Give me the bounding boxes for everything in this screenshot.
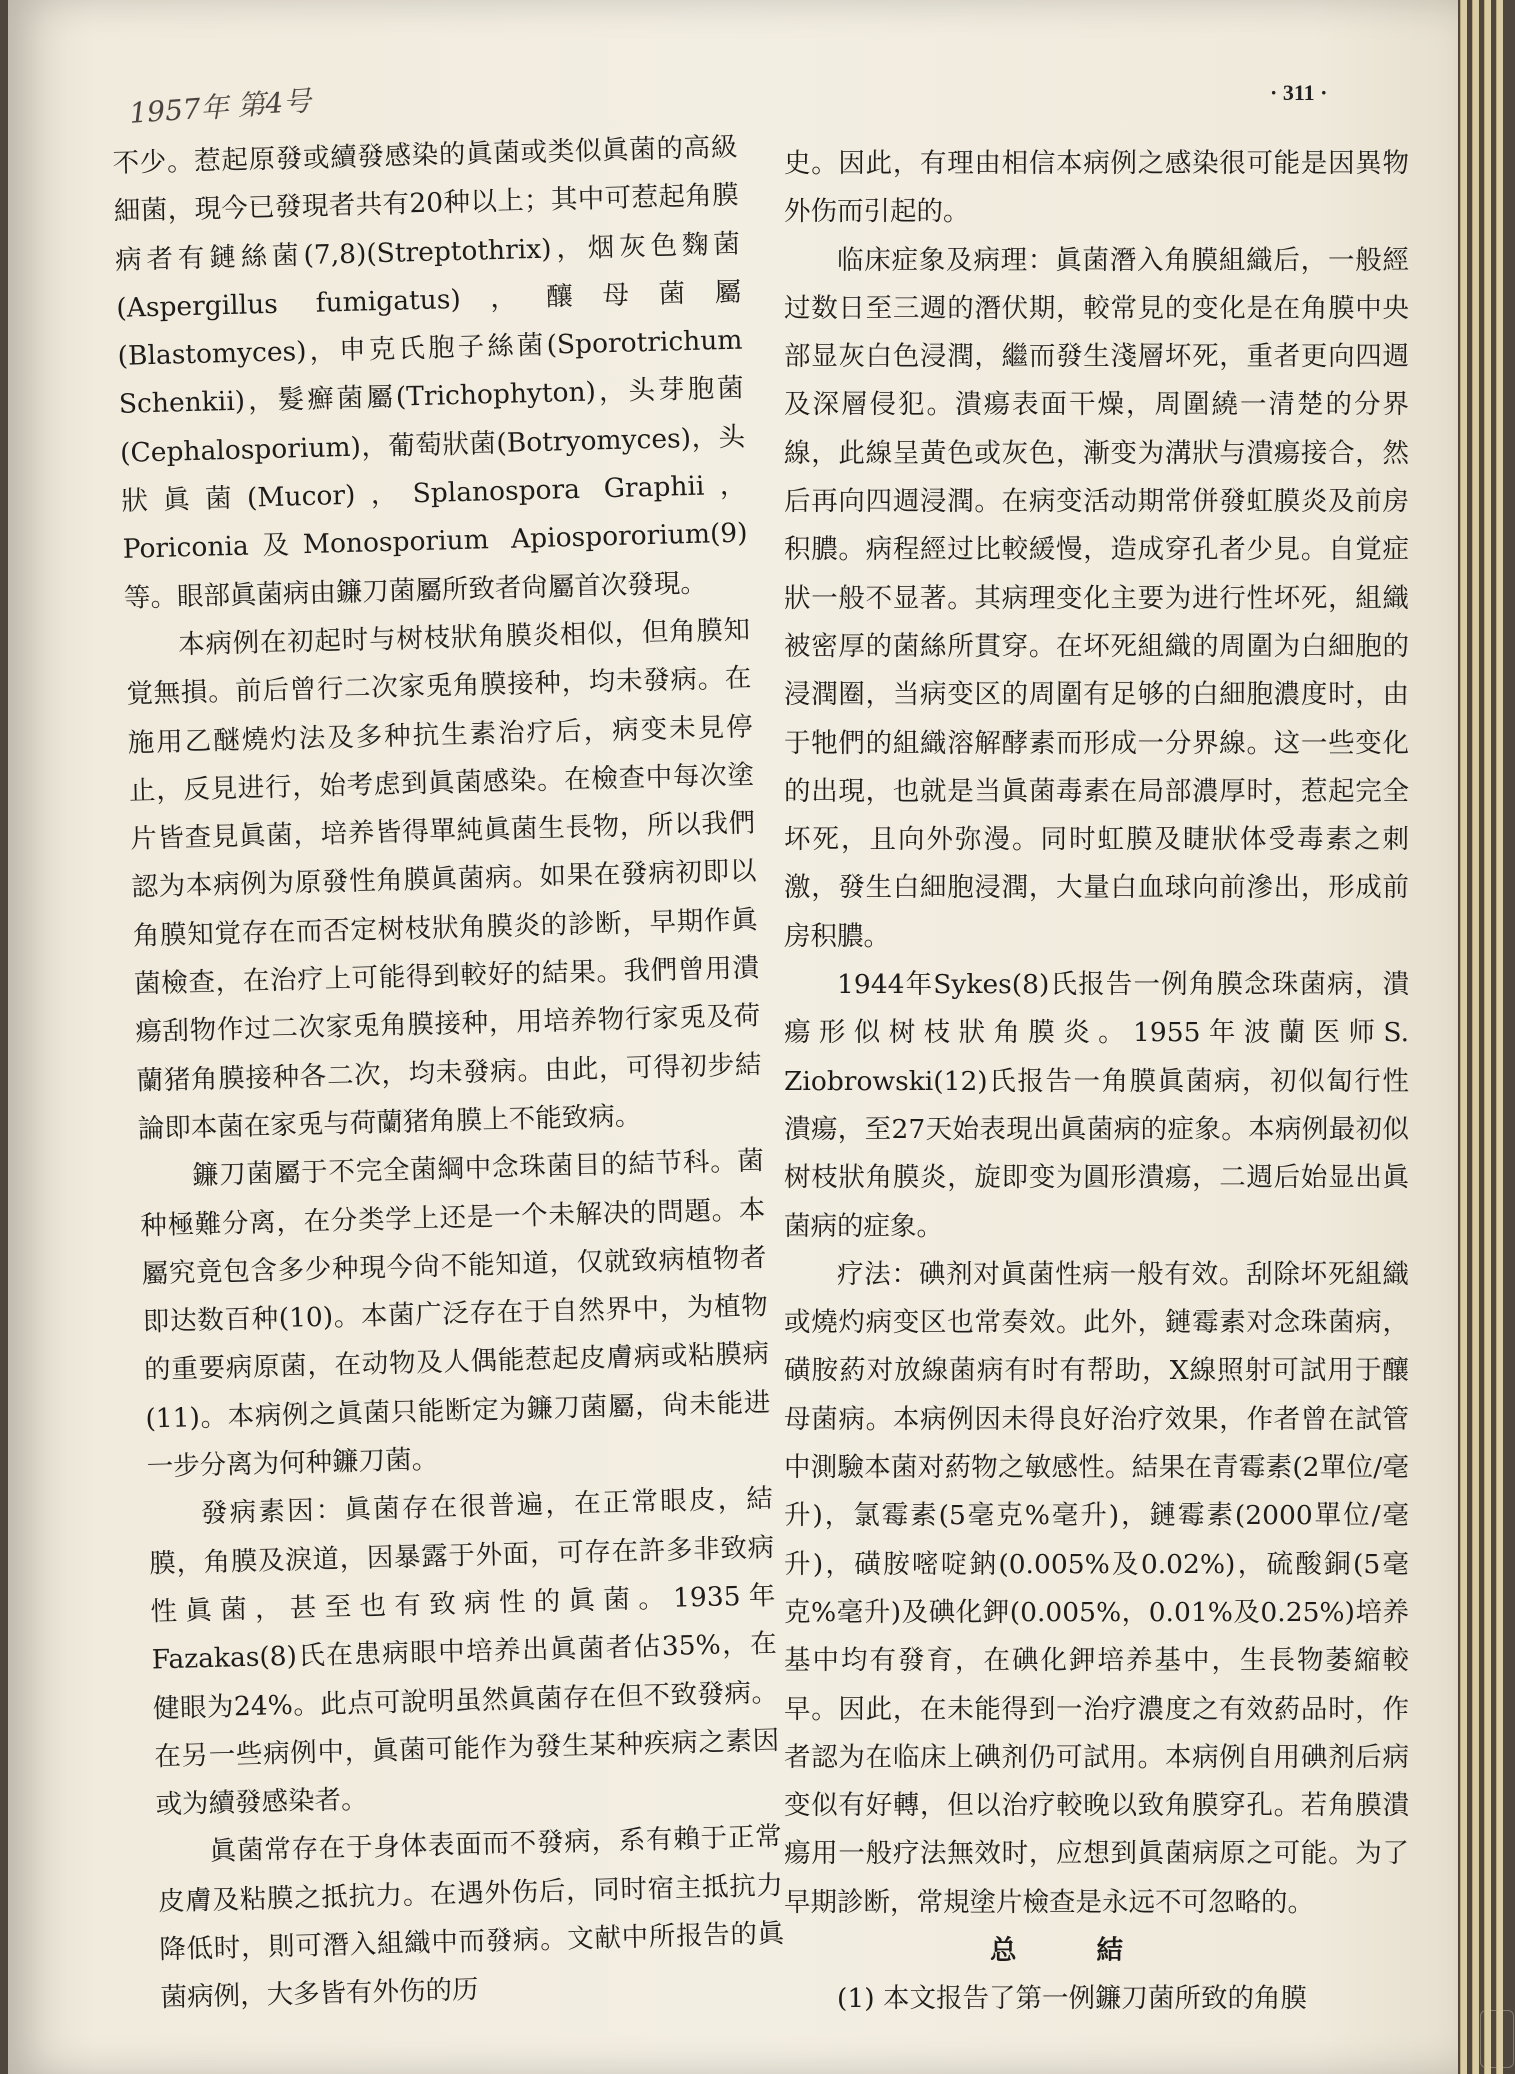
paragraph: 鐮刀菌屬于不完全菌綱中念珠菌目的結节科。菌种極難分离，在分类学上还是一个未解决的問題。本屬究竟包含多少种現今尙不能知道，仅就致病植物者即达数百种(10)。本菌广泛存在于自然界中，为植物的重要病原菌，在动物及人偶能惹起皮膚病或粘膜病(11)。本病例之眞菌只能断定为鐮刀菌屬，尙未能进一步分离为何种鐮刀菌。	[140, 1145, 771, 1483]
paragraph: 史。因此，有理由相信本病例之感染很可能是因異物外伤而引起的。	[784, 148, 1409, 228]
page-edge	[1496, 0, 1503, 2074]
paragraph: 本病例在初起时与树枝狀角膜炎相似，但角膜知覚無損。前后曾行二次家兎角膜接种，均未發病。在施用乙醚燒灼法及多种抗生素治疗后，病变未見停止，反見进行，始考虑到眞菌感染。在檢查中每次塗片皆查見眞菌，培养皆得單純眞菌生長物，所以我們認为本病例为原發性角膜眞菌病。如果在發病初即以角膜知覚存在而否定树枝狀角膜炎的診断，早期作眞菌檢查，在治疗上可能得到較好的結果。我們曾用潰瘍刮物作过二次家兎角膜接种，用培养物行家兎及荷蘭猪角膜接种各二次，均未發病。由此，可得初步結論即本菌在家兎与荷蘭猪角膜上不能致病。	[126, 614, 762, 1145]
paragraph: 不少。惹起原發或續發感染的眞菌或类似眞菌的高級細菌，現今已發現者共有20种以上；其中可惹起角膜病者有鏈絲菌(7,8)(Streptothrix)，烟灰色麴菌(Aspergillus fumigatus)，釀母菌屬(Blastomyces)，申克氏胞子絲菌(Sporotrichum Schenkii)，髮癬菌屬(Trichophyton)，头芽胞菌(Cephalosporium)，葡萄狀菌(Botryomyces)，头狀眞菌(Mucor)，Splanospora Graphii，Poriconia及Monosporium Apiospororium(9)等。眼部眞菌病由鐮刀菌屬所致者尙屬首次發現。	[112, 131, 748, 614]
running-head: 1957年 第4号	[128, 84, 313, 130]
section-heading: 总結	[990, 1934, 1203, 1966]
paragraph: 眞菌常存在于身体表面而不發病，系有賴于正常皮膚及粘膜之抵抗力。在遇外伤后，同时宿主抵抗力降低时，則可潛入組織中而發病。文献中所报告的眞菌病例，大多皆有外伤的历	[157, 1821, 785, 2014]
book-page	[8, 0, 1458, 2074]
paragraph: (1) 本文报告了第一例鐮刀菌所致的角膜	[837, 1983, 1307, 2015]
paragraph: 發病素因：眞菌存在很普遍，在正常眼皮，結膜，角膜及淚道，因暴露于外面，可存在許多非致病性眞菌，甚至也有致病性的眞菌。1935年Fazakas(8)氏在患病眼中培养出眞菌者佔35%，在健眼为24%。此点可說明虽然眞菌存在但不致發病。在另一些病例中，眞菌可能作为發生某种疾病之素因或为續發感染者。	[148, 1483, 780, 1821]
page-edge	[1484, 0, 1491, 2074]
paragraph: 1944年Sykes(8)氏报告一例角膜念珠菌病，潰瘍形似树枝狀角膜炎。1955年波蘭医师S. Ziobrowski(12)氏报告一角膜眞菌病，初似匐行性潰瘍，至27天始表現出眞菌病的症象。本病例最初似树枝狀角膜炎，旋即变为圓形潰瘍，二週后始显出眞菌病的症象。	[784, 969, 1409, 1242]
paragraph: 临床症象及病理：眞菌潛入角膜組織后，一般經过数日至三週的潛伏期，較常見的变化是在角膜中央部显灰白色浸潤，繼而發生淺層坏死，重者更向四週及深層侵犯。潰瘍表面干燥，周圍繞一清楚的分界線，此線呈黃色或灰色，漸变为溝狀与潰瘍接合，然后再向四週浸潤。在病变活动期常併發虹膜炎及前房积膿。病程經过比較緩慢，造成穿孔者少見。自覚症狀一般不显著。其病理变化主要为进行性坏死，組織被密厚的菌絲所貫穿。在坏死組織的周圍为白細胞的浸潤圈，当病变区的周圍有足够的白細胞濃度时，由于牠們的組織溶解酵素而形成一分界線。这一些变化的出現，也就是当眞菌毒素在局部濃厚时，惹起完全坏死，且向外弥漫。同时虹膜及睫狀体受毒素之刺激，發生白細胞浸潤，大量白血球向前滲出，形成前房积膿。	[784, 244, 1409, 952]
right-column	[784, 140, 1409, 2024]
page-edge	[1472, 0, 1479, 2074]
page-edge	[1460, 0, 1467, 2074]
left-column	[112, 124, 786, 2023]
paragraph: 疗法：碘剂对眞菌性病一般有效。刮除坏死組織或燒灼病变区也常奏效。此外，鏈霉素对念珠菌病，磺胺葯对放線菌病有时有帮助，X線照射可試用于釀母菌病。本病例因未得良好治疗效果，作者曾在試管中測驗本菌对葯物之敏感性。結果在青霉素(2單位/毫升)，氯霉素(5毫克%毫升)，鏈霉素(2000單位/毫升)，磺胺嘧啶鈉(0.005%及0.02%)，硫酸銅(5毫克%毫升)及碘化鉀(0.005%，0.01%及0.25%)培养基中均有發育，在碘化鉀培养基中，生長物萎縮較早。因此，在未能得到一治疗濃度之有效葯品时，作者認为在临床上碘剂仍可試用。本病例自用碘剂后病变似有好轉，但以治疗較晚以致角膜穿孔。若角膜潰瘍用一般疗法無效时，应想到眞菌病原之可能。为了早期診断，常規塗片檢查是永远不可忽略的。	[784, 1258, 1409, 1918]
page-number: · 311 ·	[1270, 80, 1328, 105]
